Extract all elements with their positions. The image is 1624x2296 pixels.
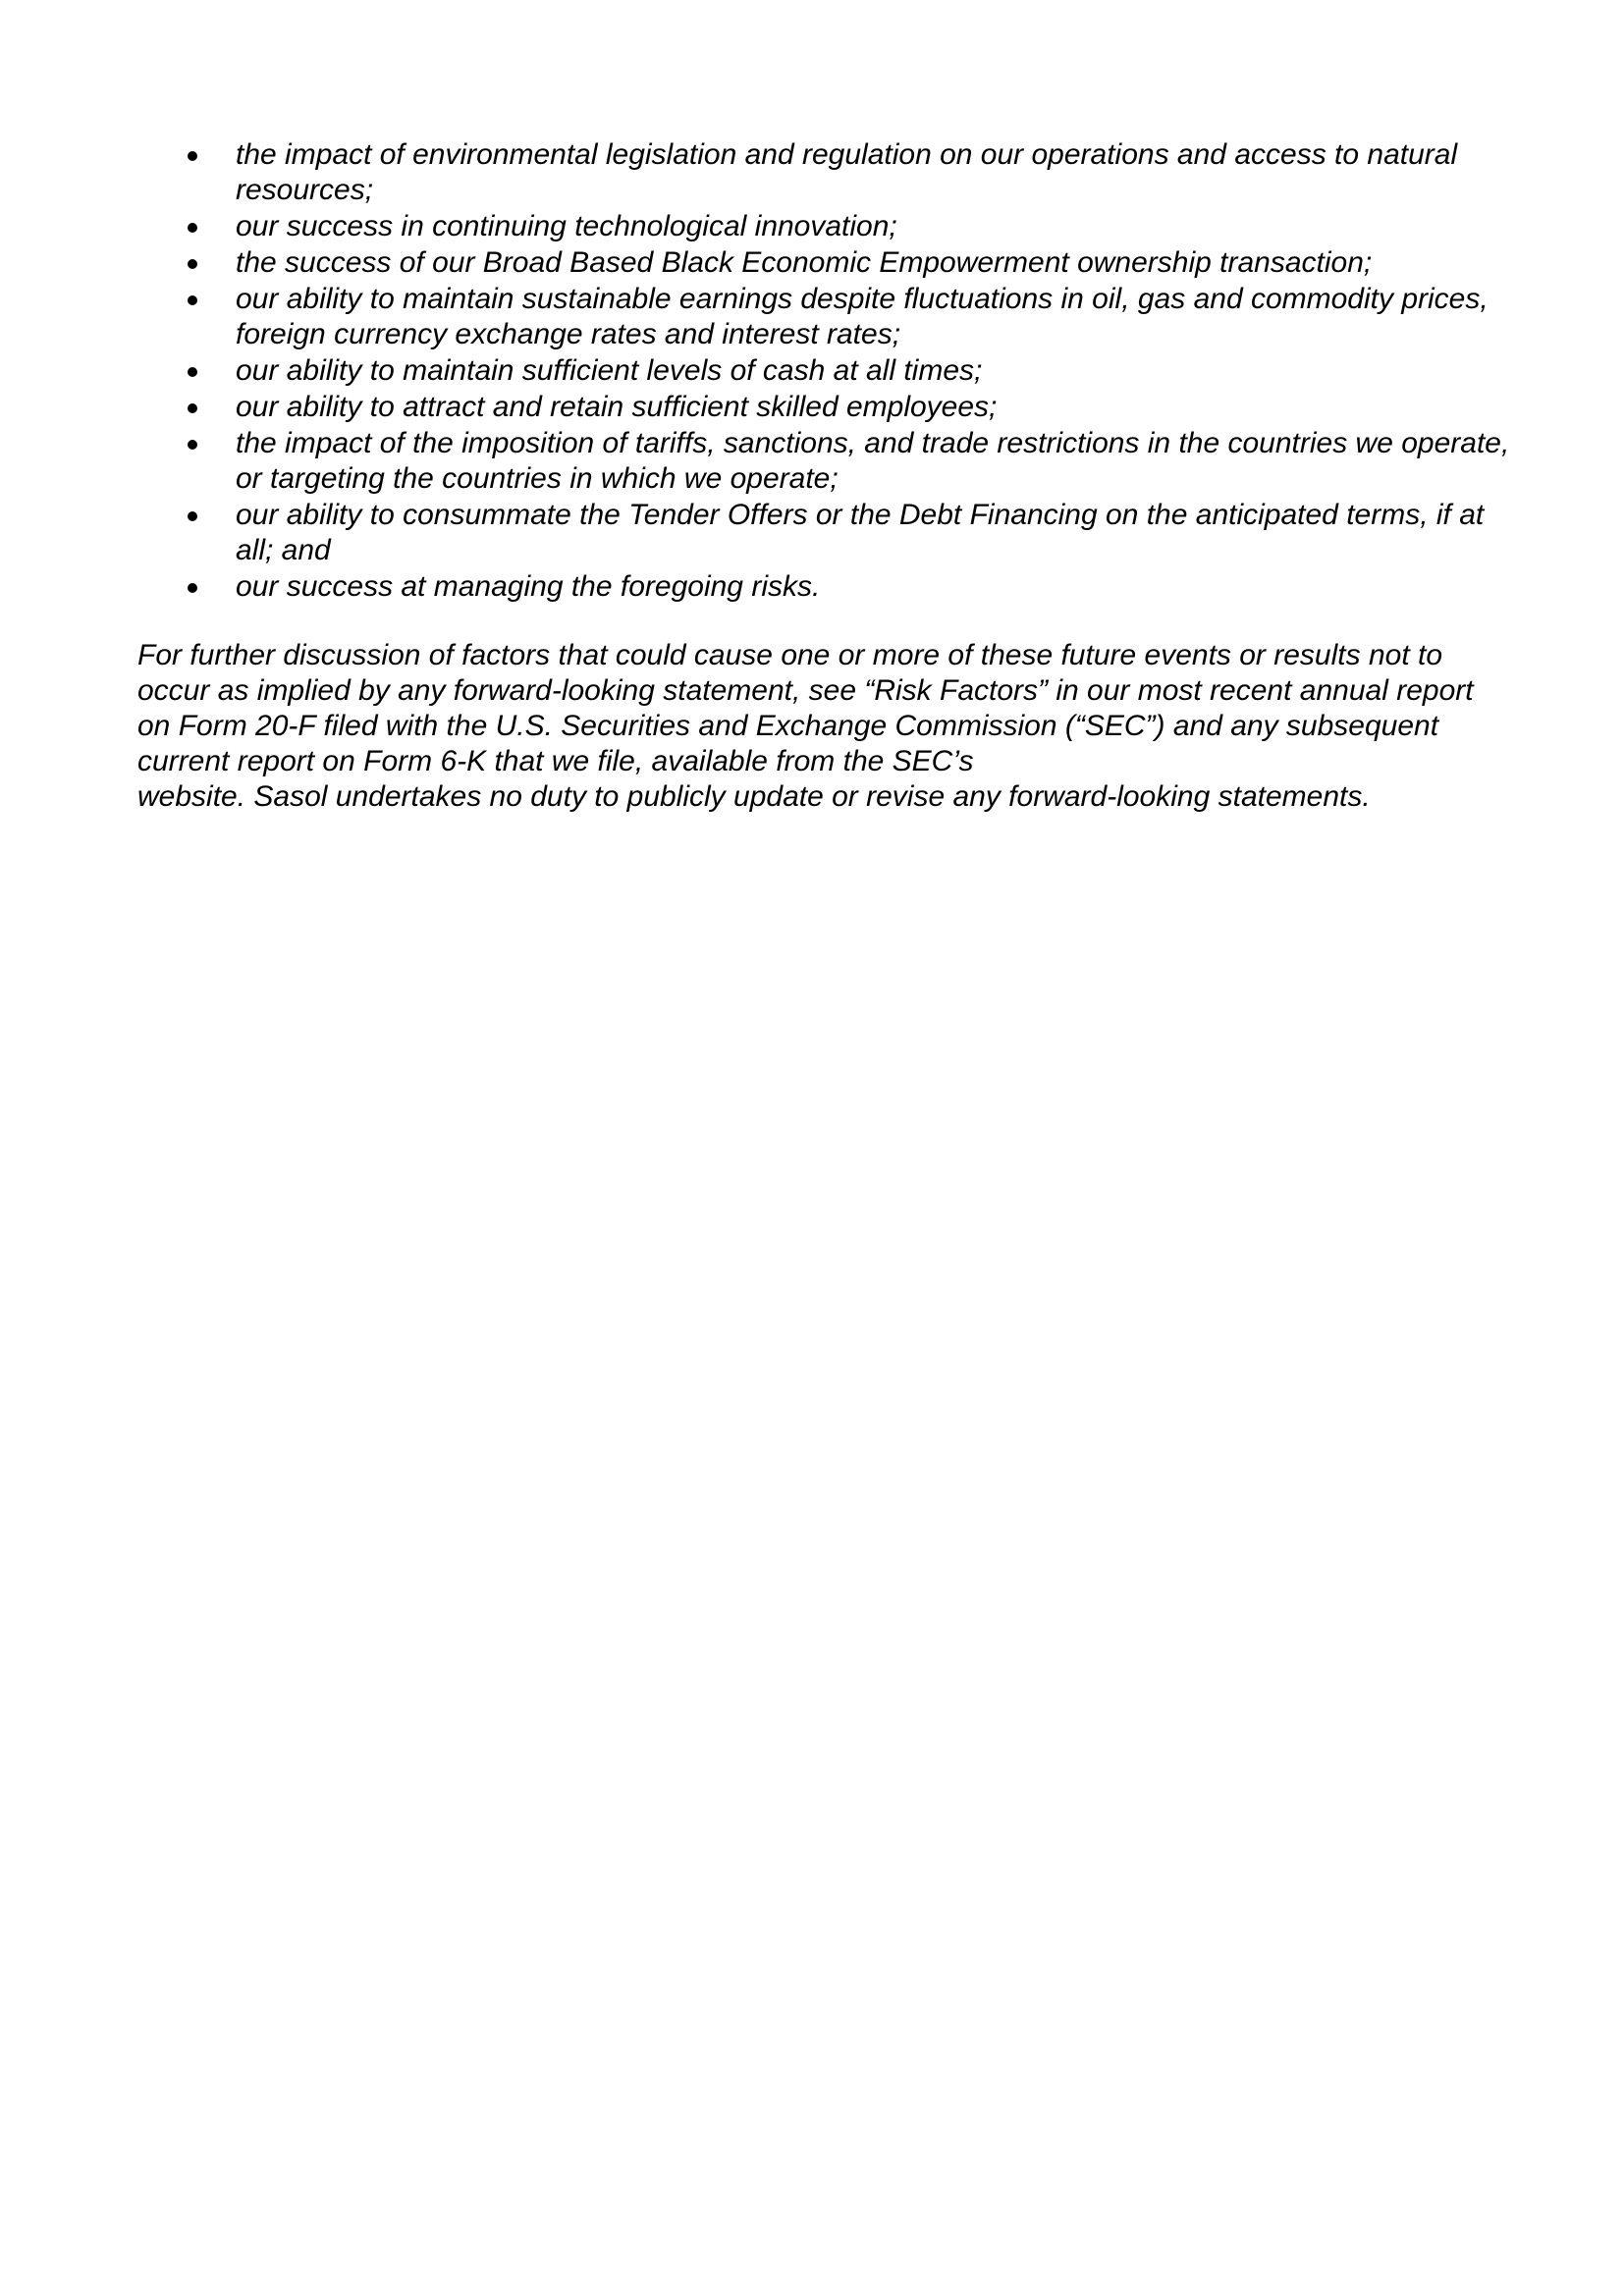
bullet-icon	[188, 259, 197, 269]
list-item-text: our ability to attract and retain sufficient skilled employees;	[236, 391, 998, 423]
bullet-icon	[188, 583, 197, 593]
bullet-icon	[188, 223, 197, 233]
bullet-icon	[188, 440, 197, 450]
bullet-icon	[188, 511, 197, 521]
list-item-text: the impact of the imposition of tariffs, sanctions, and trade restrictions in the countries we operate, or targeting the countries in which we operate;	[236, 427, 1510, 495]
closing-paragraph-line-1: For further discussion of factors that could cause one or more of these future events or results not to occur as implied by any forward-looking statement, see “Risk Factors” in our most recent annual report on Form 20-F filed with the U.S. Securities and Exchange Commission (“SEC”) and any subsequent current report on Form 6-K that we file, available from the SEC’s	[137, 639, 1474, 777]
risk-factor-list	[137, 137, 1512, 605]
list-item	[137, 245, 1512, 281]
list-item	[137, 390, 1512, 425]
list-item-text: our ability to maintain sufficient levels of cash at all times;	[236, 354, 983, 387]
list-item-text: our success in continuing technological innovation;	[236, 210, 897, 242]
list-item	[137, 353, 1512, 389]
page-content	[137, 137, 1512, 815]
list-item	[137, 209, 1512, 244]
list-item	[137, 569, 1512, 605]
list-item	[137, 282, 1512, 352]
bullet-icon	[188, 403, 197, 413]
bullet-icon	[188, 367, 197, 377]
list-item-text: our ability to maintain sustainable earnings despite fluctuations in oil, gas and commodity prices, foreign currency exchange rates and interest rates;	[236, 283, 1489, 350]
bullet-icon	[188, 295, 197, 305]
list-item-text: our ability to consummate the Tender Offers or the Debt Financing on the anticipated terms, if at all; and	[236, 499, 1485, 566]
list-item	[137, 498, 1512, 568]
list-item-text: the impact of environmental legislation and regulation on our operations and access to natural resources;	[236, 138, 1458, 206]
list-item	[137, 426, 1512, 497]
list-item-text: our success at managing the foregoing risks.	[236, 570, 821, 603]
closing-paragraph-line-2: website. Sasol undertakes no duty to publicly update or revise any forward-looking statements.	[137, 780, 1371, 813]
bullet-icon	[188, 151, 197, 161]
closing-paragraph	[137, 638, 1512, 815]
list-item	[137, 137, 1512, 208]
list-item-text: the success of our Broad Based Black Economic Empowerment ownership transaction;	[236, 246, 1373, 279]
